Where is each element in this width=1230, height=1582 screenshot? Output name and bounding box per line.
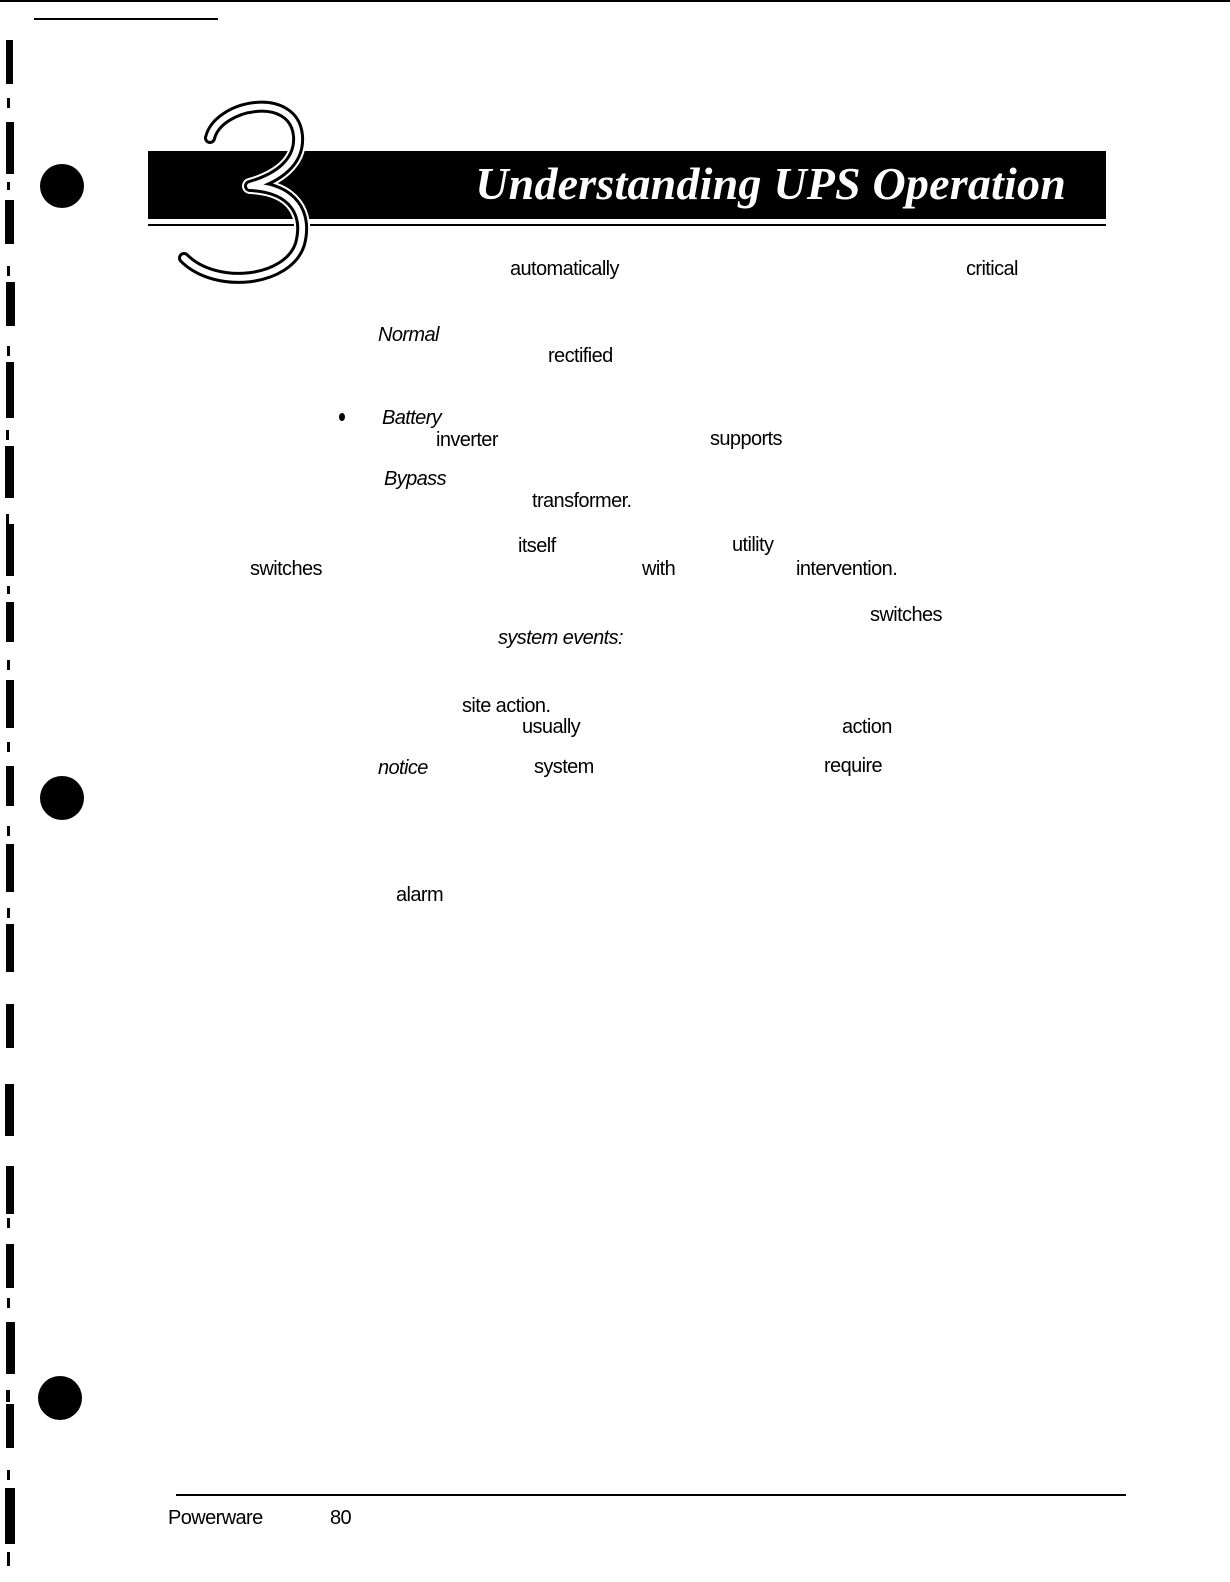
top-header-rule [34,18,218,20]
binder-punch-hole-top [40,164,84,208]
text-fragment: require [824,755,883,777]
text-fragment: site action. [462,695,551,717]
footer-product-name: Powerware [168,1507,263,1529]
text-fragment: system events: [498,627,623,649]
text-fragment: action [842,716,892,738]
text-fragment: automatically [510,258,619,280]
text-fragment: notice [378,757,428,779]
text-fragment: inverter [436,429,498,451]
chapter-number-3-graphic [176,96,314,286]
text-fragment: intervention. [796,558,898,580]
text-fragment: with [642,558,676,580]
text-fragment: Bypass [384,468,446,490]
text-fragment: rectified [548,345,613,367]
text-fragment: transformer. [532,490,632,512]
bullet-marker [339,413,345,421]
text-fragment: Normal [378,324,439,346]
text-fragment: usually [522,716,581,738]
top-page-edge-rule [0,0,1230,2]
binder-punch-hole-middle [40,776,84,820]
footer-rule [176,1494,1126,1496]
text-fragment: supports [710,428,782,450]
binder-margin-marks [0,0,40,1582]
text-fragment: system [534,756,594,778]
chapter-title: Understanding UPS Operation [475,158,1066,209]
text-fragment: Battery [382,407,442,429]
text-fragment: critical [966,258,1018,280]
binder-punch-hole-bottom [38,1376,82,1420]
text-fragment: alarm [396,884,444,906]
text-fragment: itself [518,535,556,557]
footer-page-number: 80 [330,1507,352,1529]
text-fragment: switches [250,558,322,580]
text-fragment: utility [732,534,774,556]
text-fragment: switches [870,604,942,626]
